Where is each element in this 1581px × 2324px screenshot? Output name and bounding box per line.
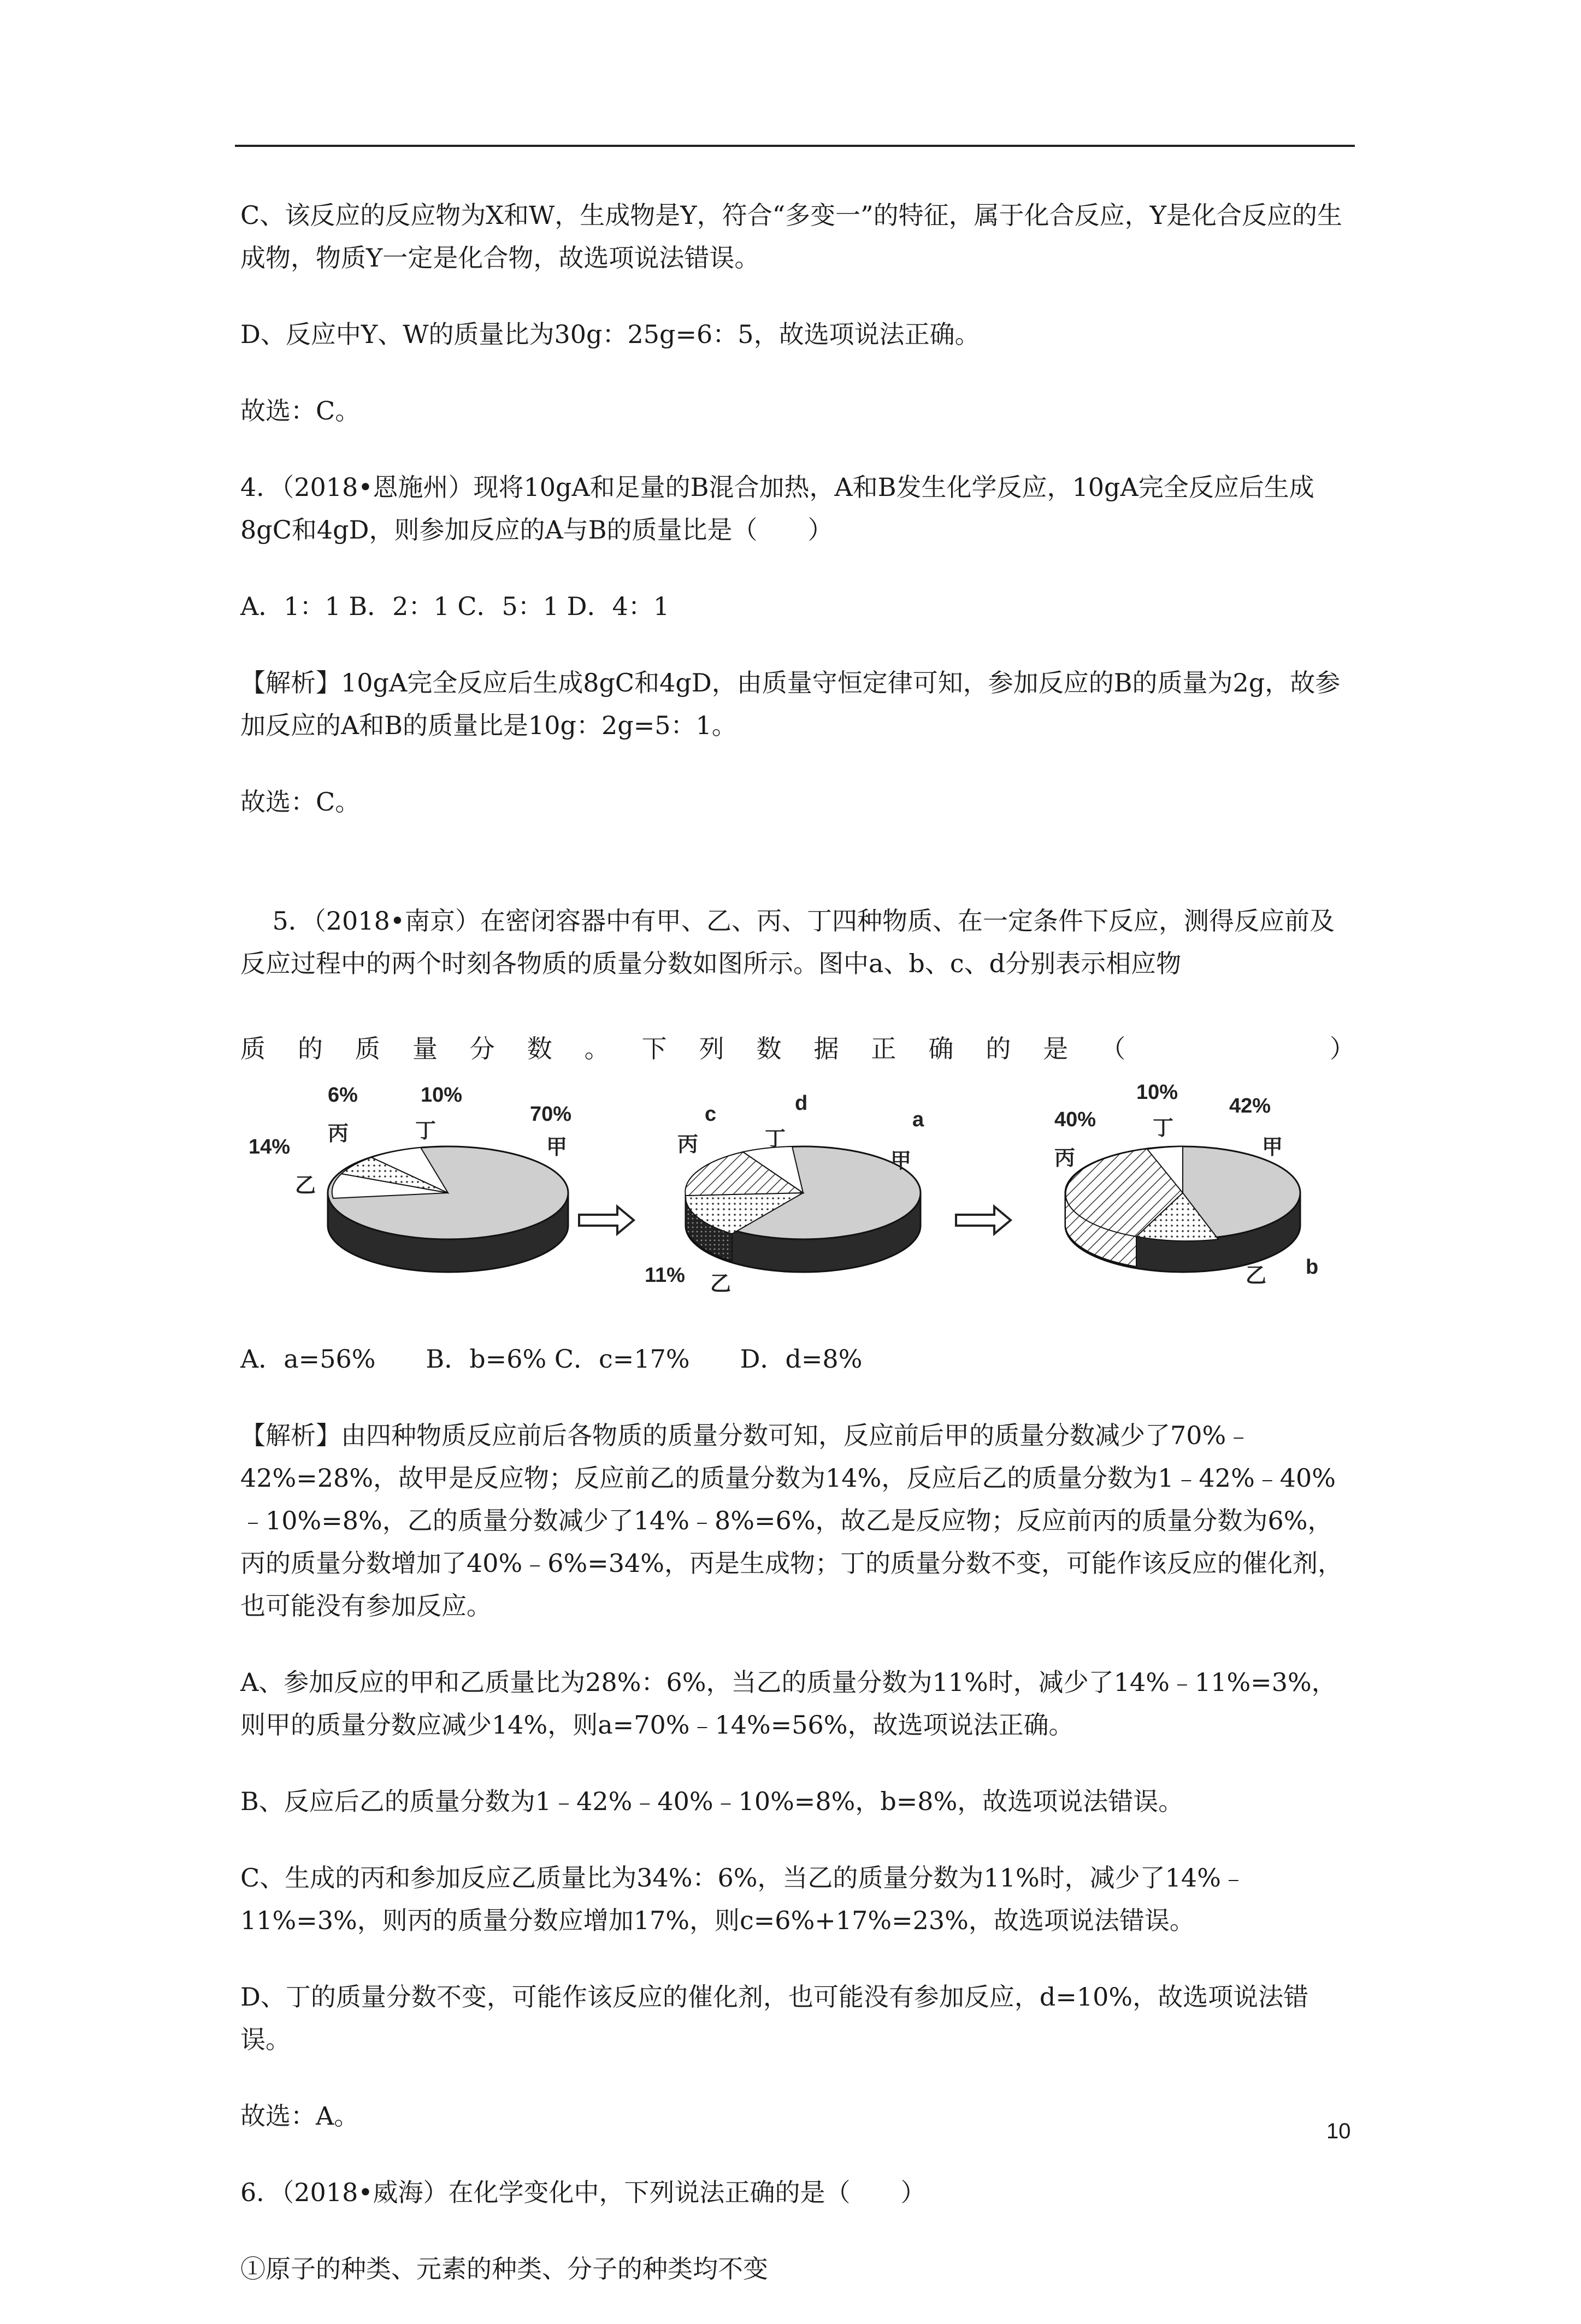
- pie2-label: c: [705, 1103, 717, 1126]
- paragraph: 故选：C。: [240, 396, 361, 425]
- header-rule: [235, 145, 1355, 147]
- pie2-label: 丁: [765, 1128, 786, 1151]
- pie1-label: 70%: [530, 1103, 572, 1126]
- pie3-label: 丙: [1054, 1147, 1076, 1170]
- paragraph: D、丁的质量分数不变，可能作该反应的催化剂，也可能没有参加反应，d=10%，故选项说法错误。: [240, 1982, 1309, 2054]
- paragraph: 故选：C。: [240, 787, 361, 817]
- pie1-label: 乙: [295, 1174, 316, 1197]
- paragraph: A、参加反应的甲和乙质量比为28%：6%，当乙的质量分数为11%时，减少了14%﹣11%=3%，则甲的质量分数应减少14%，则a=70%﹣14%=56%，故选项说法正确。: [240, 1667, 1337, 1740]
- pie3-label: 乙: [1246, 1264, 1267, 1287]
- paragraph: C、生成的丙和参加反应乙质量比为34%：6%，当乙的质量分数为11%时，减少了14%﹣11%=3%，则丙的质量分数应增加17%，则c=6%+17%=23%，故选项说法错误。: [240, 1863, 1246, 1935]
- pie-1: [328, 1146, 568, 1272]
- pie-2: [685, 1146, 921, 1272]
- pie1-label: 14%: [249, 1136, 291, 1158]
- question-5-text: 5．（2018•南京）在密闭容器中有甲、乙、丙、丁四种物质、在一定条件下反应，测得反应前及反应过程中的两个时刻各物质的质量分数如图所示。图中a、b、c、d分别表示相应物: [240, 906, 1335, 978]
- paragraph: 故选：A。: [240, 2101, 359, 2131]
- pie1-label: 丁: [415, 1120, 436, 1143]
- pie-charts-figure: [240, 1081, 1355, 1299]
- question-6: 6．（2018•威海）在化学变化中，下列说法正确的是（ ）: [240, 2178, 926, 2207]
- question-6-item: ①原子的种类、元素的种类、分子的种类均不变: [240, 2254, 768, 2284]
- arrow-2: [956, 1207, 1011, 1234]
- question-5: [240, 857, 1355, 1027]
- paragraph: B、反应后乙的质量分数为1﹣42%﹣40%﹣10%=8%，b=8%，故选项说法错误。: [240, 1787, 1184, 1816]
- pie1-label: 甲: [546, 1136, 568, 1159]
- pie3-label: 10%: [1136, 1081, 1178, 1104]
- page-number: 10: [1326, 2119, 1351, 2143]
- pie2-label: 乙: [710, 1273, 731, 1296]
- pie3-label: 40%: [1054, 1108, 1096, 1131]
- page-content: [240, 194, 1355, 2324]
- pie2-label: 11%: [645, 1264, 685, 1287]
- arrow-1: [579, 1207, 634, 1234]
- pie1-label: 6%: [328, 1084, 358, 1107]
- pie1-label: 10%: [421, 1084, 463, 1107]
- question-4-options: A．1：1 B．2：1 C．5：1 D．4：1: [240, 592, 670, 621]
- pie2-label: 丙: [677, 1133, 699, 1156]
- paragraph: D、反应中Y、W的质量比为30g：25g=6：5，故选项说法正确。: [240, 320, 980, 349]
- pie2-label: 甲: [890, 1150, 912, 1173]
- pie3-label: b: [1306, 1256, 1319, 1279]
- pie2-label: d: [795, 1092, 808, 1115]
- paragraph: C、该反应的反应物为X和W，生成物是Y，符合“多变一”的特征，属于化合反应，Y是化合反应的生成物，物质Y一定是化合物，故选项说法错误。: [240, 200, 1342, 273]
- pie2-label: a: [912, 1108, 924, 1131]
- pie3-label: 甲: [1262, 1136, 1283, 1159]
- question-5-line: 质的质量分数。下列数据正确的是（ ）: [240, 1034, 1355, 1063]
- question-5-options: A．a=56% B．b=6% C．c=17% D．d=8%: [240, 1344, 863, 1374]
- pie3-label: 42%: [1229, 1095, 1271, 1117]
- pie1-label: 丙: [328, 1122, 349, 1145]
- pie3-label: 丁: [1153, 1117, 1174, 1140]
- analysis: 【解析】由四种物质反应前后各物质的质量分数可知，反应前后甲的质量分数减少了70%﹣42%=28%，故甲是反应物；反应前乙的质量分数为14%，反应后乙的质量分数为1﹣42%﹣40%﹣10%=8%，乙的质量分数减少了14%﹣8%=6%，故乙是反应物；反应前丙的质量分数为6%，丙的质量分数增加了40%﹣6%=34%，丙是生成物；丁的质量分数不变，可能作该反应的催化剂，也可能没有参加反应。: [240, 1421, 1343, 1621]
- question-4: 4．（2018•恩施州）现将10gA和足量的B混合加热，A和B发生化学反应，10gA完全反应后生成8gC和4gD，则参加反应的A与B的质量比是（ ）: [240, 472, 1314, 545]
- pie-3: [1065, 1146, 1300, 1272]
- analysis: 【解析】10gA完全反应后生成8gC和4gD，由质量守恒定律可知，参加反应的B的质量为2g，故参加反应的A和B的质量比是10g：2g=5：1。: [240, 668, 1341, 740]
